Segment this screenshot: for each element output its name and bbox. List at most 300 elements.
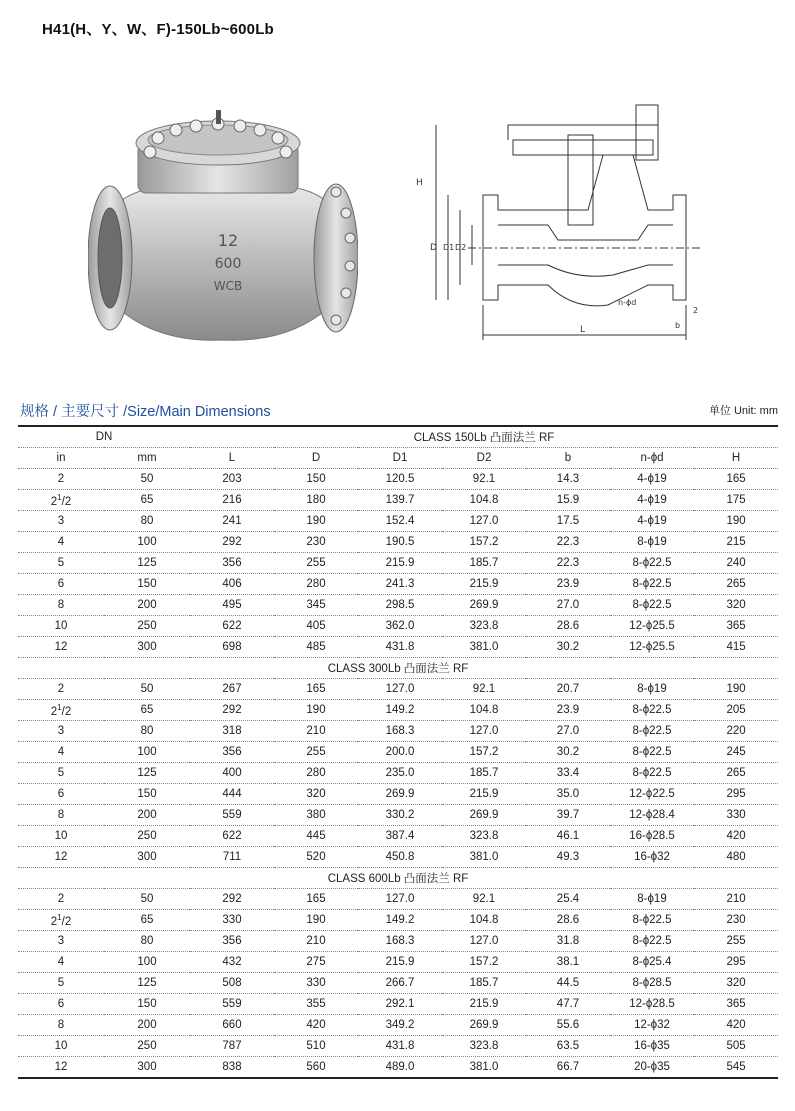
table-cell: 355 (274, 994, 358, 1015)
table-cell: 444 (190, 784, 274, 805)
table-cell: 190 (274, 910, 358, 931)
table-cell: 255 (274, 742, 358, 763)
table-cell: 330 (190, 910, 274, 931)
table-cell: 127.0 (358, 889, 442, 910)
table-cell: 216 (190, 490, 274, 511)
table-cell: 12 (18, 1057, 104, 1079)
table-cell: 50 (104, 469, 190, 490)
table-cell: 168.3 (358, 721, 442, 742)
table-cell: 185.7 (442, 763, 526, 784)
table-cell: 38.1 (526, 952, 610, 973)
table-cell: 125 (104, 763, 190, 784)
class-row (18, 658, 778, 679)
table-cell: 127.0 (358, 679, 442, 700)
table-cell: 190.5 (358, 532, 442, 553)
table-cell: 269.9 (358, 784, 442, 805)
table-cell: 660 (190, 1015, 274, 1036)
class-label: CLASS 300Lb 凸面法兰 RF (18, 658, 778, 679)
table-cell: 8-ϕ22.5 (610, 595, 694, 616)
table-cell: 92.1 (442, 679, 526, 700)
table-cell: 622 (190, 616, 274, 637)
table-cell: 255 (274, 553, 358, 574)
table-cell: 152.4 (358, 511, 442, 532)
table-cell: 65 (104, 910, 190, 931)
table-cell: 8-ϕ22.5 (610, 574, 694, 595)
table-cell: 269.9 (442, 1015, 526, 1036)
table-cell: 210 (694, 889, 778, 910)
table-cell: 320 (694, 595, 778, 616)
table-cell: 12-ϕ32 (610, 1015, 694, 1036)
table-cell: 8-ϕ22.5 (610, 910, 694, 931)
table-cell: 12-ϕ22.5 (610, 784, 694, 805)
table-cell: 190 (274, 700, 358, 721)
table-cell: 323.8 (442, 1036, 526, 1057)
table-cell: 241.3 (358, 574, 442, 595)
table-cell: 190 (694, 511, 778, 532)
table-cell: 300 (104, 1057, 190, 1079)
table-cell: 55.6 (526, 1015, 610, 1036)
table-cell: 330 (274, 973, 358, 994)
table-row (18, 1015, 778, 1036)
table-cell: 5 (18, 553, 104, 574)
table-cell: 295 (694, 784, 778, 805)
table-cell: 266.7 (358, 973, 442, 994)
table-row (18, 826, 778, 847)
table-cell: 495 (190, 595, 274, 616)
table-cell: 4-ϕ19 (610, 469, 694, 490)
table-cell: 3 (18, 511, 104, 532)
table-row (18, 490, 778, 511)
table-cell: 200 (104, 805, 190, 826)
table-cell: 157.2 (442, 742, 526, 763)
table-cell: 269.9 (442, 805, 526, 826)
table-row (18, 1057, 778, 1079)
table-cell: 269.9 (442, 595, 526, 616)
photo-marking-size: 12 (217, 231, 239, 250)
table-cell: 27.0 (526, 721, 610, 742)
table-cell: 12 (18, 847, 104, 868)
table-row (18, 637, 778, 658)
column-header-row (18, 448, 778, 469)
table-cell: 8-ϕ19 (610, 679, 694, 700)
table-row (18, 469, 778, 490)
table-cell: 215.9 (358, 553, 442, 574)
table-cell: 104.8 (442, 490, 526, 511)
table-cell: 787 (190, 1036, 274, 1057)
table-cell: 365 (694, 616, 778, 637)
table-cell: 405 (274, 616, 358, 637)
table-cell: 8-ϕ22.5 (610, 763, 694, 784)
table-cell: 65 (104, 700, 190, 721)
table-cell: 8 (18, 805, 104, 826)
table-cell: 16-ϕ32 (610, 847, 694, 868)
table-cell: 150 (104, 994, 190, 1015)
table-cell: 6 (18, 784, 104, 805)
photo-marking-material: WCB (213, 279, 243, 293)
table-cell: 6 (18, 574, 104, 595)
table-cell: 215.9 (358, 952, 442, 973)
table-cell: 380 (274, 805, 358, 826)
table-cell: 92.1 (442, 889, 526, 910)
table-cell: 2 (18, 889, 104, 910)
table-cell: 100 (104, 742, 190, 763)
column-header: D2 (442, 448, 526, 469)
table-cell: 420 (694, 826, 778, 847)
table-cell: 381.0 (442, 1057, 526, 1079)
table-cell: 150 (104, 784, 190, 805)
table-cell: 39.7 (526, 805, 610, 826)
table-row (18, 931, 778, 952)
drawing-label-d2: D2 (455, 243, 467, 252)
table-row (18, 847, 778, 868)
table-cell: 31.8 (526, 931, 610, 952)
table-cell: 508 (190, 973, 274, 994)
table-cell: 2 (18, 679, 104, 700)
table-cell: 190 (694, 679, 778, 700)
table-cell: 295 (694, 952, 778, 973)
column-header: L (190, 448, 274, 469)
dn-header: DN (18, 426, 190, 448)
table-cell: 215.9 (442, 574, 526, 595)
table-cell: 92.1 (442, 469, 526, 490)
table-cell: 63.5 (526, 1036, 610, 1057)
table-cell: 10 (18, 1036, 104, 1057)
table-cell: 8-ϕ28.5 (610, 973, 694, 994)
table-cell: 80 (104, 931, 190, 952)
table-cell: 127.0 (442, 721, 526, 742)
table-cell: 100 (104, 532, 190, 553)
table-cell: 3 (18, 931, 104, 952)
table-cell: 320 (274, 784, 358, 805)
table-cell: 80 (104, 721, 190, 742)
table-cell: 230 (274, 532, 358, 553)
table-cell: 250 (104, 616, 190, 637)
table-cell: 104.8 (442, 700, 526, 721)
table-cell: 356 (190, 742, 274, 763)
table-cell: 215.9 (442, 994, 526, 1015)
table-cell: 220 (694, 721, 778, 742)
table-cell: 250 (104, 1036, 190, 1057)
page-title: H41(H、Y、W、F)-150Lb~600Lb (42, 21, 274, 38)
table-row (18, 595, 778, 616)
table-cell: 5 (18, 973, 104, 994)
table-cell: 431.8 (358, 637, 442, 658)
table-cell: 66.7 (526, 1057, 610, 1079)
table-cell: 8 (18, 1015, 104, 1036)
table-cell: 10 (18, 826, 104, 847)
table-cell: 330.2 (358, 805, 442, 826)
table-header-row (18, 426, 778, 448)
table-cell: 240 (694, 553, 778, 574)
table-cell: 245 (694, 742, 778, 763)
table-cell: 356 (190, 931, 274, 952)
table-cell: 8-ϕ22.5 (610, 700, 694, 721)
table-cell: 28.6 (526, 616, 610, 637)
table-cell: 250 (104, 826, 190, 847)
table-row (18, 532, 778, 553)
table-cell: 104.8 (442, 910, 526, 931)
table-cell: 10 (18, 616, 104, 637)
table-cell: 432 (190, 952, 274, 973)
table-cell: 400 (190, 763, 274, 784)
table-cell: $2^1/2$ (18, 910, 104, 931)
table-cell: $2^1/2$ (18, 490, 104, 511)
table-row (18, 994, 778, 1015)
table-cell: 3 (18, 721, 104, 742)
class-label: CLASS 600Lb 凸面法兰 RF (18, 868, 778, 889)
table-cell: 450.8 (358, 847, 442, 868)
table-cell: 318 (190, 721, 274, 742)
class-label: CLASS 150Lb 凸面法兰 RF (190, 426, 778, 448)
table-cell: 8-ϕ19 (610, 889, 694, 910)
table-row (18, 511, 778, 532)
table-cell: 362.0 (358, 616, 442, 637)
drawing-label-d1: D1 (443, 243, 455, 252)
table-cell: 520 (274, 847, 358, 868)
table-cell: 30.2 (526, 742, 610, 763)
table-cell: 255 (694, 931, 778, 952)
table-cell: 365 (694, 994, 778, 1015)
table-cell: 559 (190, 994, 274, 1015)
table-cell: 8-ϕ22.5 (610, 742, 694, 763)
table-row (18, 784, 778, 805)
table-cell: 215 (694, 532, 778, 553)
table-cell: 356 (190, 553, 274, 574)
table-cell: 275 (274, 952, 358, 973)
column-header: D1 (358, 448, 442, 469)
table-cell: 165 (694, 469, 778, 490)
table-cell: 210 (274, 721, 358, 742)
table-cell: 12-ϕ28.4 (610, 805, 694, 826)
table-cell: 485 (274, 637, 358, 658)
table-cell: 4 (18, 532, 104, 553)
table-cell: 8-ϕ19 (610, 532, 694, 553)
unit-label: 单位 Unit: mm (708, 405, 778, 417)
table-cell: 20-ϕ35 (610, 1057, 694, 1079)
table-row (18, 574, 778, 595)
table-cell: 210 (274, 931, 358, 952)
drawing-label-nd: n-ϕd (618, 298, 637, 307)
table-cell: 165 (274, 679, 358, 700)
table-cell: 420 (694, 1015, 778, 1036)
table-cell: 480 (694, 847, 778, 868)
table-cell: 150 (274, 469, 358, 490)
drawing-label-d: D (430, 243, 437, 253)
table-cell: 16-ϕ28.5 (610, 826, 694, 847)
table-cell: 2 (18, 469, 104, 490)
table-row (18, 742, 778, 763)
table-cell: 100 (104, 952, 190, 973)
table-cell: 8 (18, 595, 104, 616)
table-cell: 200 (104, 595, 190, 616)
photo-marking-class: 600 (214, 256, 242, 272)
table-cell: 711 (190, 847, 274, 868)
table-cell: 28.6 (526, 910, 610, 931)
table-cell: 510 (274, 1036, 358, 1057)
table-cell: 185.7 (442, 553, 526, 574)
table-cell: 139.7 (358, 490, 442, 511)
table-cell: 292.1 (358, 994, 442, 1015)
table-row (18, 889, 778, 910)
table-cell: 622 (190, 826, 274, 847)
table-cell: 349.2 (358, 1015, 442, 1036)
table-cell: 27.0 (526, 595, 610, 616)
table-cell: 280 (274, 763, 358, 784)
table-cell: 320 (694, 973, 778, 994)
table-cell: 4-ϕ19 (610, 511, 694, 532)
table-cell: 241 (190, 511, 274, 532)
table-cell: 292 (190, 532, 274, 553)
column-header: D (274, 448, 358, 469)
table-cell: 150 (104, 574, 190, 595)
drawing-label-l: L (580, 325, 586, 335)
table-cell: 8-ϕ25.4 (610, 952, 694, 973)
table-cell: 265 (694, 763, 778, 784)
table-cell: 445 (274, 826, 358, 847)
table-cell: 300 (104, 637, 190, 658)
class-row (18, 868, 778, 889)
table-cell: 200.0 (358, 742, 442, 763)
table-row (18, 763, 778, 784)
table-row (18, 700, 778, 721)
table-cell: 46.1 (526, 826, 610, 847)
table-cell: 149.2 (358, 700, 442, 721)
section-title: 规格 / 主要尺寸 /Size/Main Dimensions (20, 404, 271, 420)
table-cell: 6 (18, 994, 104, 1015)
column-header: b (526, 448, 610, 469)
table-cell: 387.4 (358, 826, 442, 847)
table-row (18, 952, 778, 973)
table-cell: 14.3 (526, 469, 610, 490)
table-cell: 265 (694, 574, 778, 595)
table-cell: 345 (274, 595, 358, 616)
table-cell: 205 (694, 700, 778, 721)
table-cell: 33.4 (526, 763, 610, 784)
column-header: in (18, 448, 104, 469)
table-cell: 381.0 (442, 637, 526, 658)
table-cell: 127.0 (442, 931, 526, 952)
table-cell: 330 (694, 805, 778, 826)
table-cell: 560 (274, 1057, 358, 1079)
table-cell: 12 (18, 637, 104, 658)
table-cell: 125 (104, 973, 190, 994)
table-cell: 431.8 (358, 1036, 442, 1057)
table-row (18, 679, 778, 700)
table-cell: 47.7 (526, 994, 610, 1015)
valve-technical-drawing (408, 100, 708, 350)
table-cell: 157.2 (442, 952, 526, 973)
drawing-label-2: 2 (693, 306, 699, 315)
table-cell: 180 (274, 490, 358, 511)
table-row (18, 721, 778, 742)
table-cell: 215.9 (442, 784, 526, 805)
table-cell: 175 (694, 490, 778, 511)
table-row (18, 973, 778, 994)
table-cell: 35.0 (526, 784, 610, 805)
table-cell: 406 (190, 574, 274, 595)
table-cell: 280 (274, 574, 358, 595)
table-cell: 30.2 (526, 637, 610, 658)
table-cell: 300 (104, 847, 190, 868)
table-cell: 22.3 (526, 553, 610, 574)
table-cell: 489.0 (358, 1057, 442, 1079)
table-cell: 23.9 (526, 574, 610, 595)
table-cell: 185.7 (442, 973, 526, 994)
table-cell: 17.5 (526, 511, 610, 532)
table-cell: 15.9 (526, 490, 610, 511)
table-cell: 44.5 (526, 973, 610, 994)
table-cell: 381.0 (442, 847, 526, 868)
table-row (18, 616, 778, 637)
column-header: mm (104, 448, 190, 469)
table-cell: 125 (104, 553, 190, 574)
table-cell: 127.0 (442, 511, 526, 532)
table-cell: 230 (694, 910, 778, 931)
table-cell: 16-ϕ35 (610, 1036, 694, 1057)
table-cell: 8-ϕ22.5 (610, 721, 694, 742)
table-cell: 8-ϕ22.5 (610, 931, 694, 952)
table-cell: 4-ϕ19 (610, 490, 694, 511)
table-cell: 65 (104, 490, 190, 511)
table-cell: 323.8 (442, 826, 526, 847)
table-cell: 168.3 (358, 931, 442, 952)
table-cell: 323.8 (442, 616, 526, 637)
valve-photo (88, 108, 358, 358)
table-cell: 190 (274, 511, 358, 532)
table-cell: 4 (18, 952, 104, 973)
table-cell: 415 (694, 637, 778, 658)
table-cell: 22.3 (526, 532, 610, 553)
table-cell: 5 (18, 763, 104, 784)
table-cell: 165 (274, 889, 358, 910)
table-cell: 120.5 (358, 469, 442, 490)
table-cell: 292 (190, 889, 274, 910)
table-cell: 420 (274, 1015, 358, 1036)
column-header: H (694, 448, 778, 469)
table-cell: 4 (18, 742, 104, 763)
table-cell: $2^1/2$ (18, 700, 104, 721)
table-cell: 235.0 (358, 763, 442, 784)
table-cell: 50 (104, 679, 190, 700)
table-cell: 559 (190, 805, 274, 826)
table-cell: 545 (694, 1057, 778, 1079)
table-cell: 200 (104, 1015, 190, 1036)
table-row (18, 805, 778, 826)
table-cell: 12-ϕ28.5 (610, 994, 694, 1015)
table-cell: 298.5 (358, 595, 442, 616)
table-row (18, 910, 778, 931)
table-cell: 292 (190, 700, 274, 721)
table-cell: 203 (190, 469, 274, 490)
drawing-label-b: b (675, 321, 681, 330)
table-cell: 25.4 (526, 889, 610, 910)
table-row (18, 1036, 778, 1057)
table-cell: 49.3 (526, 847, 610, 868)
table-cell: 157.2 (442, 532, 526, 553)
table-cell: 23.9 (526, 700, 610, 721)
table-cell: 20.7 (526, 679, 610, 700)
column-header: n-ϕd (610, 448, 694, 469)
drawing-label-h: H (416, 178, 423, 188)
table-cell: 267 (190, 679, 274, 700)
table-cell: 8-ϕ22.5 (610, 553, 694, 574)
table-cell: 12-ϕ25.5 (610, 637, 694, 658)
dimensions-table (18, 425, 778, 1079)
table-cell: 50 (104, 889, 190, 910)
table-cell: 12-ϕ25.5 (610, 616, 694, 637)
table-cell: 505 (694, 1036, 778, 1057)
table-cell: 80 (104, 511, 190, 532)
